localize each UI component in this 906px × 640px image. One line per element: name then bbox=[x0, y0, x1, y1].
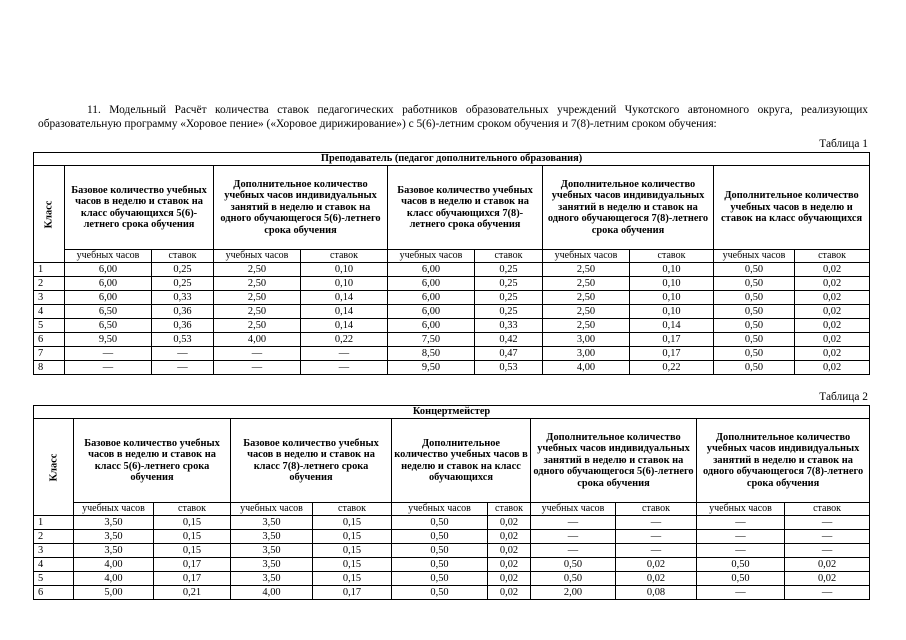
value-cell: 0,02 bbox=[795, 347, 870, 361]
value-cell: 0,15 bbox=[313, 572, 392, 586]
table-row bbox=[34, 544, 870, 558]
sub-header: учебных часов bbox=[388, 250, 475, 263]
value-cell: 4,00 bbox=[543, 361, 630, 375]
class-number-cell: 2 bbox=[34, 277, 65, 291]
value-cell: 3,50 bbox=[231, 516, 313, 530]
class-number-cell: 3 bbox=[34, 291, 65, 305]
value-cell: 0,50 bbox=[531, 558, 616, 572]
class-number-cell: 2 bbox=[34, 530, 74, 544]
value-cell: 0,50 bbox=[714, 277, 795, 291]
value-cell: 2,50 bbox=[214, 263, 301, 277]
value-cell: — bbox=[214, 347, 301, 361]
group-header: Дополнительное количество учебных часов в неделю и ставок на класс обучающихся bbox=[714, 166, 870, 250]
value-cell: 0,17 bbox=[154, 572, 231, 586]
table-1-title: Преподаватель (педагог дополнительного образования) bbox=[34, 153, 870, 166]
value-cell: 6,00 bbox=[388, 305, 475, 319]
value-cell: — bbox=[785, 586, 870, 600]
sub-header: ставок bbox=[795, 250, 870, 263]
value-cell: 0,17 bbox=[630, 333, 714, 347]
value-cell: 0,50 bbox=[392, 572, 488, 586]
value-cell: 2,50 bbox=[214, 319, 301, 333]
value-cell: 0,10 bbox=[630, 277, 714, 291]
value-cell: 0,14 bbox=[301, 291, 388, 305]
value-cell: 2,50 bbox=[214, 305, 301, 319]
table-row bbox=[34, 572, 870, 586]
value-cell: 6,50 bbox=[65, 305, 152, 319]
value-cell: 0,10 bbox=[630, 291, 714, 305]
value-cell: 0,25 bbox=[475, 263, 543, 277]
value-cell: 6,00 bbox=[388, 263, 475, 277]
value-cell: 4,00 bbox=[214, 333, 301, 347]
value-cell: 0,33 bbox=[475, 319, 543, 333]
class-number-cell: 5 bbox=[34, 572, 74, 586]
table-row bbox=[34, 516, 870, 530]
table-row bbox=[34, 586, 870, 600]
group-header: Дополнительное количество учебных часов индивидуальных занятий в неделю и ставок на одного обучающегося 7(8)-летнего срока обучения bbox=[543, 166, 714, 250]
class-number-cell: 3 bbox=[34, 544, 74, 558]
value-cell: 3,50 bbox=[231, 572, 313, 586]
value-cell: 0,15 bbox=[313, 530, 392, 544]
value-cell: 0,50 bbox=[697, 572, 785, 586]
sub-header: ставок bbox=[152, 250, 214, 263]
value-cell: 0,02 bbox=[488, 558, 531, 572]
value-cell: 0,15 bbox=[154, 544, 231, 558]
value-cell: 0,25 bbox=[152, 263, 214, 277]
value-cell: 0,02 bbox=[795, 263, 870, 277]
value-cell: 5,00 bbox=[74, 586, 154, 600]
sub-header: ставок bbox=[616, 503, 697, 516]
table-row bbox=[34, 347, 870, 361]
value-cell: — bbox=[214, 361, 301, 375]
value-cell: 0,50 bbox=[714, 333, 795, 347]
value-cell: 0,17 bbox=[154, 558, 231, 572]
value-cell: 0,15 bbox=[154, 516, 231, 530]
value-cell: 0,53 bbox=[475, 361, 543, 375]
class-column-header: Класс bbox=[34, 166, 65, 263]
sub-header: учебных часов bbox=[714, 250, 795, 263]
value-cell: 6,00 bbox=[65, 263, 152, 277]
value-cell: 0,02 bbox=[795, 333, 870, 347]
class-number-cell: 4 bbox=[34, 305, 65, 319]
value-cell: 0,14 bbox=[301, 305, 388, 319]
value-cell: 0,47 bbox=[475, 347, 543, 361]
value-cell: 3,00 bbox=[543, 347, 630, 361]
value-cell: 0,50 bbox=[392, 558, 488, 572]
sub-header: учебных часов bbox=[231, 503, 313, 516]
value-cell: 0,50 bbox=[714, 263, 795, 277]
value-cell: 3,50 bbox=[74, 516, 154, 530]
table-row bbox=[34, 291, 870, 305]
class-number-cell: 5 bbox=[34, 319, 65, 333]
value-cell: 6,00 bbox=[65, 291, 152, 305]
value-cell: 0,15 bbox=[313, 544, 392, 558]
sub-header: учебных часов bbox=[697, 503, 785, 516]
value-cell: 0,50 bbox=[697, 558, 785, 572]
value-cell: 2,50 bbox=[543, 305, 630, 319]
table-row bbox=[34, 333, 870, 347]
value-cell: 0,33 bbox=[152, 291, 214, 305]
table-row bbox=[34, 277, 870, 291]
table-row bbox=[34, 305, 870, 319]
value-cell: — bbox=[301, 361, 388, 375]
value-cell: 0,02 bbox=[795, 361, 870, 375]
sub-header: учебных часов bbox=[392, 503, 488, 516]
value-cell: — bbox=[531, 544, 616, 558]
value-cell: 0,02 bbox=[795, 277, 870, 291]
value-cell: 2,50 bbox=[543, 319, 630, 333]
value-cell: 3,00 bbox=[543, 333, 630, 347]
value-cell: 0,36 bbox=[152, 319, 214, 333]
class-number-cell: 1 bbox=[34, 263, 65, 277]
value-cell: 0,17 bbox=[313, 586, 392, 600]
value-cell: 0,50 bbox=[714, 305, 795, 319]
value-cell: — bbox=[697, 586, 785, 600]
sub-header: ставок bbox=[154, 503, 231, 516]
value-cell: 0,08 bbox=[616, 586, 697, 600]
value-cell: — bbox=[785, 530, 870, 544]
value-cell: 0,50 bbox=[392, 544, 488, 558]
value-cell: 0,25 bbox=[475, 277, 543, 291]
value-cell: 0,50 bbox=[531, 572, 616, 586]
group-header: Базовое количество учебных часов в неделю и ставок на класс 5(6)-летнего срока обучения bbox=[74, 419, 231, 503]
value-cell: 0,14 bbox=[630, 319, 714, 333]
value-cell: 2,50 bbox=[543, 277, 630, 291]
value-cell: 0,50 bbox=[392, 530, 488, 544]
value-cell: 3,50 bbox=[231, 558, 313, 572]
value-cell: 7,50 bbox=[388, 333, 475, 347]
group-header: Дополнительное количество учебных часов индивидуальных занятий в неделю и ставок на одного обучающегося 5(6)-летнего срока обучения bbox=[214, 166, 388, 250]
value-cell: 0,02 bbox=[785, 558, 870, 572]
value-cell: — bbox=[785, 544, 870, 558]
value-cell: 0,02 bbox=[488, 586, 531, 600]
value-cell: 0,25 bbox=[152, 277, 214, 291]
value-cell: 3,50 bbox=[231, 530, 313, 544]
value-cell: 6,00 bbox=[65, 277, 152, 291]
value-cell: 2,50 bbox=[543, 291, 630, 305]
class-number-cell: 8 bbox=[34, 361, 65, 375]
value-cell: 0,02 bbox=[795, 305, 870, 319]
value-cell: — bbox=[697, 530, 785, 544]
group-header: Дополнительное количество учебных часов в неделю и ставок на класс обучающихся bbox=[392, 419, 531, 503]
class-column-header: Класс bbox=[34, 419, 74, 516]
group-header: Дополнительное количество учебных часов индивидуальных занятий в неделю и ставок на одного обучающегося 5(6)-летнего срока обучения bbox=[531, 419, 697, 503]
sub-header: учебных часов bbox=[65, 250, 152, 263]
intro-paragraph: 11. Модельный Расчёт количества ставок педагогических работников образовательных учреждений Чукотского автономного округа, реализующих образовательную программу «Хоровое пение» («Хоровое дирижирование») с 5(6)-летним сроком обучения и 7(8)-летним сроком обучения: bbox=[38, 104, 868, 130]
table-row bbox=[34, 530, 870, 544]
table-2 bbox=[33, 405, 870, 600]
sub-header: ставок bbox=[301, 250, 388, 263]
sub-header: учебных часов bbox=[543, 250, 630, 263]
value-cell: 6,00 bbox=[388, 319, 475, 333]
value-cell: 0,10 bbox=[630, 263, 714, 277]
value-cell: 0,02 bbox=[616, 572, 697, 586]
value-cell: 0,02 bbox=[488, 530, 531, 544]
value-cell: 8,50 bbox=[388, 347, 475, 361]
value-cell: — bbox=[785, 516, 870, 530]
table-2-caption: Таблица 2 bbox=[819, 391, 868, 403]
value-cell: 0,15 bbox=[154, 530, 231, 544]
value-cell: 0,53 bbox=[152, 333, 214, 347]
value-cell: 4,00 bbox=[74, 572, 154, 586]
value-cell: 0,42 bbox=[475, 333, 543, 347]
class-number-cell: 6 bbox=[34, 333, 65, 347]
sub-header: учебных часов bbox=[74, 503, 154, 516]
value-cell: 0,50 bbox=[392, 516, 488, 530]
value-cell: 0,22 bbox=[301, 333, 388, 347]
value-cell: 0,50 bbox=[714, 361, 795, 375]
sub-header: ставок bbox=[475, 250, 543, 263]
value-cell: 3,50 bbox=[74, 544, 154, 558]
value-cell: — bbox=[697, 544, 785, 558]
table-1-caption: Таблица 1 bbox=[819, 138, 868, 150]
value-cell: 9,50 bbox=[388, 361, 475, 375]
value-cell: 0,17 bbox=[630, 347, 714, 361]
value-cell: 0,22 bbox=[630, 361, 714, 375]
value-cell: — bbox=[531, 530, 616, 544]
value-cell: — bbox=[65, 347, 152, 361]
value-cell: 0,36 bbox=[152, 305, 214, 319]
class-number-cell: 1 bbox=[34, 516, 74, 530]
value-cell: 6,50 bbox=[65, 319, 152, 333]
value-cell: 0,50 bbox=[392, 586, 488, 600]
value-cell: 0,50 bbox=[714, 291, 795, 305]
table-1 bbox=[33, 152, 870, 375]
sub-header: ставок bbox=[313, 503, 392, 516]
group-header: Базовое количество учебных часов в неделю и ставок на класс 7(8)-летнего срока обучения bbox=[231, 419, 392, 503]
sub-header: ставок bbox=[630, 250, 714, 263]
value-cell: 3,50 bbox=[74, 530, 154, 544]
value-cell: 4,00 bbox=[74, 558, 154, 572]
value-cell: — bbox=[697, 516, 785, 530]
value-cell: 0,25 bbox=[475, 305, 543, 319]
value-cell: 0,02 bbox=[616, 558, 697, 572]
group-header: Дополнительное количество учебных часов индивидуальных занятий в неделю и ставок на одного обучающегося 7(8)-летнего срока обучения bbox=[697, 419, 870, 503]
value-cell: 0,10 bbox=[301, 277, 388, 291]
value-cell: — bbox=[616, 516, 697, 530]
value-cell: 6,00 bbox=[388, 277, 475, 291]
value-cell: 2,50 bbox=[214, 277, 301, 291]
value-cell: 6,00 bbox=[388, 291, 475, 305]
class-number-cell: 7 bbox=[34, 347, 65, 361]
value-cell: 0,10 bbox=[301, 263, 388, 277]
table-row bbox=[34, 361, 870, 375]
value-cell: 3,50 bbox=[231, 544, 313, 558]
value-cell: — bbox=[616, 544, 697, 558]
sub-header: учебных часов bbox=[531, 503, 616, 516]
value-cell: — bbox=[65, 361, 152, 375]
value-cell: — bbox=[152, 361, 214, 375]
table-row bbox=[34, 319, 870, 333]
table-2-title: Концертмейстер bbox=[34, 406, 870, 419]
value-cell: — bbox=[301, 347, 388, 361]
value-cell: — bbox=[152, 347, 214, 361]
value-cell: 0,02 bbox=[488, 544, 531, 558]
group-header: Базовое количество учебных часов в неделю и ставок на класс обучающихся 7(8)-летнего срока обучения bbox=[388, 166, 543, 250]
value-cell: 0,02 bbox=[795, 319, 870, 333]
value-cell: — bbox=[531, 516, 616, 530]
table-row bbox=[34, 558, 870, 572]
value-cell: 0,14 bbox=[301, 319, 388, 333]
value-cell: 2,50 bbox=[214, 291, 301, 305]
value-cell: 2,50 bbox=[543, 263, 630, 277]
sub-header: учебных часов bbox=[214, 250, 301, 263]
value-cell: 0,21 bbox=[154, 586, 231, 600]
value-cell: 4,00 bbox=[231, 586, 313, 600]
table-row bbox=[34, 263, 870, 277]
value-cell: 0,02 bbox=[795, 291, 870, 305]
value-cell: 0,10 bbox=[630, 305, 714, 319]
value-cell: 0,25 bbox=[475, 291, 543, 305]
value-cell: 0,02 bbox=[488, 572, 531, 586]
value-cell: 0,15 bbox=[313, 516, 392, 530]
value-cell: 0,15 bbox=[313, 558, 392, 572]
class-number-cell: 4 bbox=[34, 558, 74, 572]
class-number-cell: 6 bbox=[34, 586, 74, 600]
sub-header: ставок bbox=[488, 503, 531, 516]
value-cell: 0,50 bbox=[714, 319, 795, 333]
value-cell: 0,02 bbox=[785, 572, 870, 586]
value-cell: 9,50 bbox=[65, 333, 152, 347]
value-cell: 0,02 bbox=[488, 516, 531, 530]
group-header: Базовое количество учебных часов в неделю и ставок на класс обучающихся 5(6)-летнего срока обучения bbox=[65, 166, 214, 250]
sub-header: ставок bbox=[785, 503, 870, 516]
value-cell: 2,00 bbox=[531, 586, 616, 600]
value-cell: — bbox=[616, 530, 697, 544]
value-cell: 0,50 bbox=[714, 347, 795, 361]
